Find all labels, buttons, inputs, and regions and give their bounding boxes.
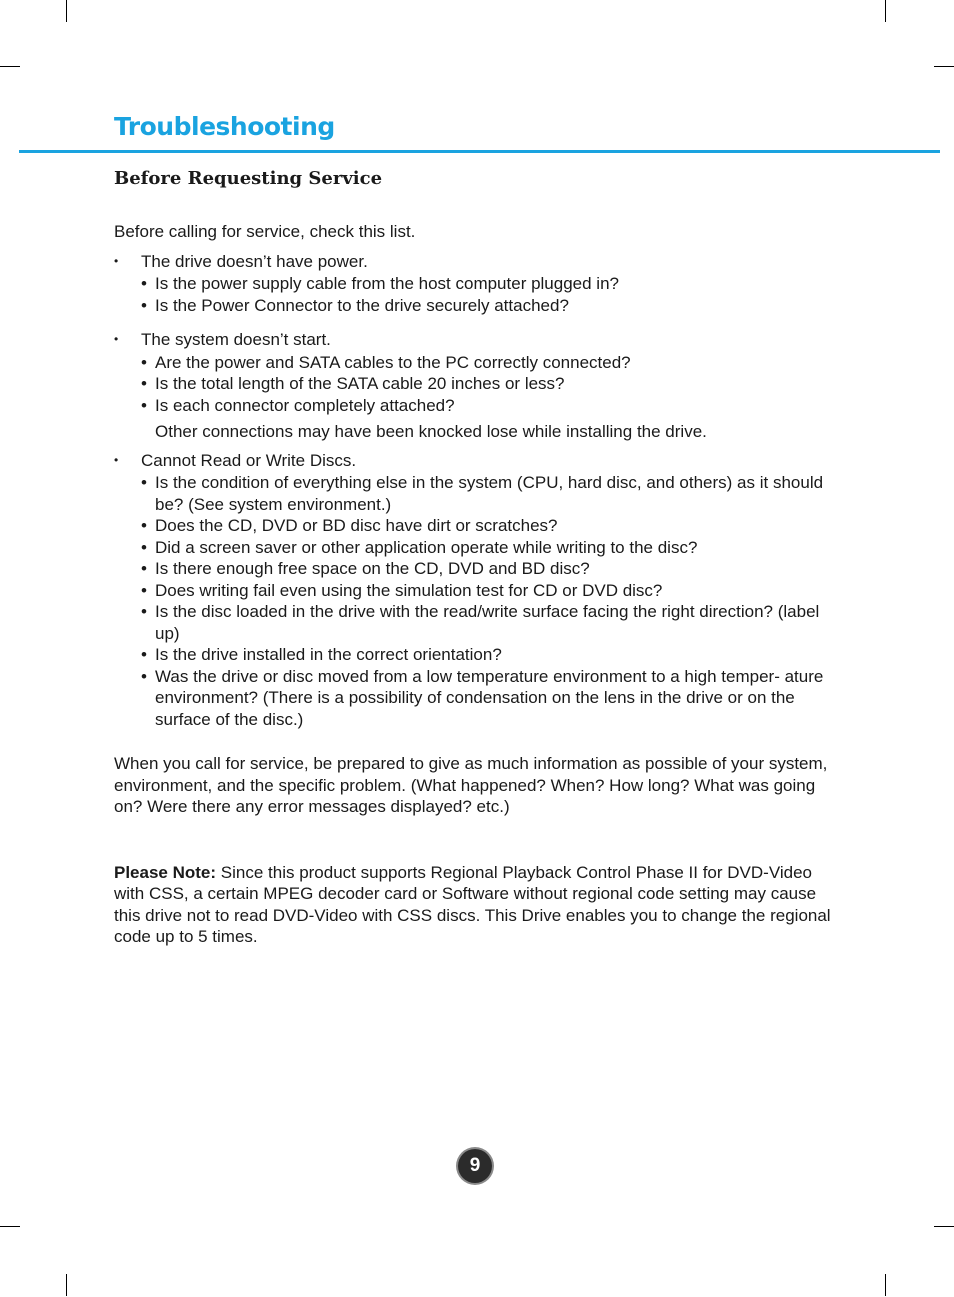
service-paragraph: When you call for service, be prepared to give as much information as possible of your system, environment, and the specific problem. (What happened? When? How long? What was going on? Were there any error messages displayed? etc.) bbox=[114, 754, 828, 816]
check-items bbox=[114, 352, 844, 417]
crop-mark bbox=[0, 1226, 20, 1227]
group-heading: Cannot Read or Write Discs. bbox=[141, 450, 357, 470]
sub-bullet-icon: • bbox=[141, 666, 147, 686]
group-note: Other connections may have been knocked lose while installing the drive. bbox=[155, 422, 707, 441]
checklist-group bbox=[114, 251, 844, 317]
list-item bbox=[114, 373, 844, 395]
list-item bbox=[114, 580, 844, 602]
crop-mark bbox=[0, 66, 20, 67]
note-text: Since this product supports Regional Playback Control Phase II for DVD-Video with CSS, a certain MPEG decoder card or Software without regional code setting may cause this drive not to read DVD-Video with CSS discs. This Drive enables you to change the regional code up to 5 times. bbox=[114, 862, 831, 946]
please-note bbox=[114, 862, 844, 948]
list-item bbox=[114, 515, 844, 537]
list-item-text: Does the CD, DVD or BD disc have dirt or scratches? bbox=[155, 516, 558, 535]
checklist bbox=[114, 251, 844, 731]
list-item-text: Does writing fail even using the simulation test for CD or DVD disc? bbox=[155, 580, 663, 600]
list-item bbox=[114, 395, 844, 417]
sub-bullet-icon: • bbox=[141, 602, 147, 621]
bullet-icon: • bbox=[114, 332, 119, 346]
group-heading: The drive doesn’t have power. bbox=[141, 251, 368, 271]
list-item bbox=[114, 273, 844, 295]
checklist-group bbox=[114, 450, 844, 731]
sub-bullet-icon: • bbox=[141, 645, 147, 664]
section-title: Before Requesting Service bbox=[114, 168, 383, 189]
sub-bullet-icon: • bbox=[141, 537, 147, 557]
crop-mark bbox=[66, 1274, 67, 1296]
title-rule bbox=[19, 150, 940, 153]
check-items bbox=[114, 472, 844, 730]
list-item bbox=[114, 601, 844, 644]
bullet-icon: • bbox=[114, 253, 119, 268]
list-item bbox=[114, 644, 844, 666]
crop-mark bbox=[66, 0, 67, 22]
sub-bullet-icon: • bbox=[141, 352, 147, 372]
sub-bullet-icon: • bbox=[141, 274, 147, 293]
list-item-text: Was the drive or disc moved from a low temperature environment to a high temper- ature environment? (There is a possibility of condensation on the lens in the drive or on the surface of the disc.) bbox=[155, 666, 824, 729]
list-item-text: Is the drive installed in the correct orientation? bbox=[155, 645, 502, 664]
crop-mark bbox=[934, 1226, 954, 1227]
page-title: Troubleshooting bbox=[114, 112, 335, 141]
sub-bullet-icon: • bbox=[141, 295, 147, 315]
page-number-badge: 9 bbox=[458, 1149, 492, 1183]
sub-bullet-icon: • bbox=[141, 473, 147, 492]
intro-text: Before calling for service, check this list. bbox=[114, 222, 416, 241]
main-content bbox=[114, 221, 844, 948]
crop-mark bbox=[885, 1274, 886, 1296]
checklist-group bbox=[114, 329, 844, 443]
list-item bbox=[114, 352, 844, 374]
check-items bbox=[114, 273, 844, 316]
sub-bullet-icon: • bbox=[141, 374, 147, 393]
list-item-text: Are the power and SATA cables to the PC correctly connected? bbox=[155, 352, 631, 372]
list-item-text: Is the disc loaded in the drive with the read/write surface facing the right direction? (label up) bbox=[155, 602, 820, 643]
sub-bullet-icon: • bbox=[141, 559, 147, 578]
list-item-text: Is the Power Connector to the drive securely attached? bbox=[155, 295, 569, 315]
list-item bbox=[114, 472, 844, 515]
list-item-text: Is the power supply cable from the host computer plugged in? bbox=[155, 274, 619, 293]
list-item bbox=[114, 537, 844, 559]
list-item-text: Did a screen saver or other application operate while writing to the disc? bbox=[155, 537, 698, 557]
list-item-text: Is the total length of the SATA cable 20 inches or less? bbox=[155, 374, 565, 393]
list-item bbox=[114, 558, 844, 580]
list-item bbox=[114, 295, 844, 317]
note-label: Please Note: bbox=[114, 862, 217, 882]
group-heading: The system doesn’t start. bbox=[141, 330, 331, 349]
crop-mark bbox=[934, 66, 954, 67]
sub-bullet-icon: • bbox=[141, 395, 147, 415]
list-item-text: Is the condition of everything else in the system (CPU, hard disc, and others) as it should be? (See system environment.) bbox=[155, 473, 824, 514]
list-item-text: Is each connector completely attached? bbox=[155, 395, 455, 415]
bullet-icon: • bbox=[114, 452, 119, 467]
list-item bbox=[114, 666, 844, 731]
sub-bullet-icon: • bbox=[141, 516, 147, 535]
list-item-text: Is there enough free space on the CD, DVD and BD disc? bbox=[155, 559, 590, 578]
crop-mark bbox=[885, 0, 886, 22]
sub-bullet-icon: • bbox=[141, 580, 147, 600]
